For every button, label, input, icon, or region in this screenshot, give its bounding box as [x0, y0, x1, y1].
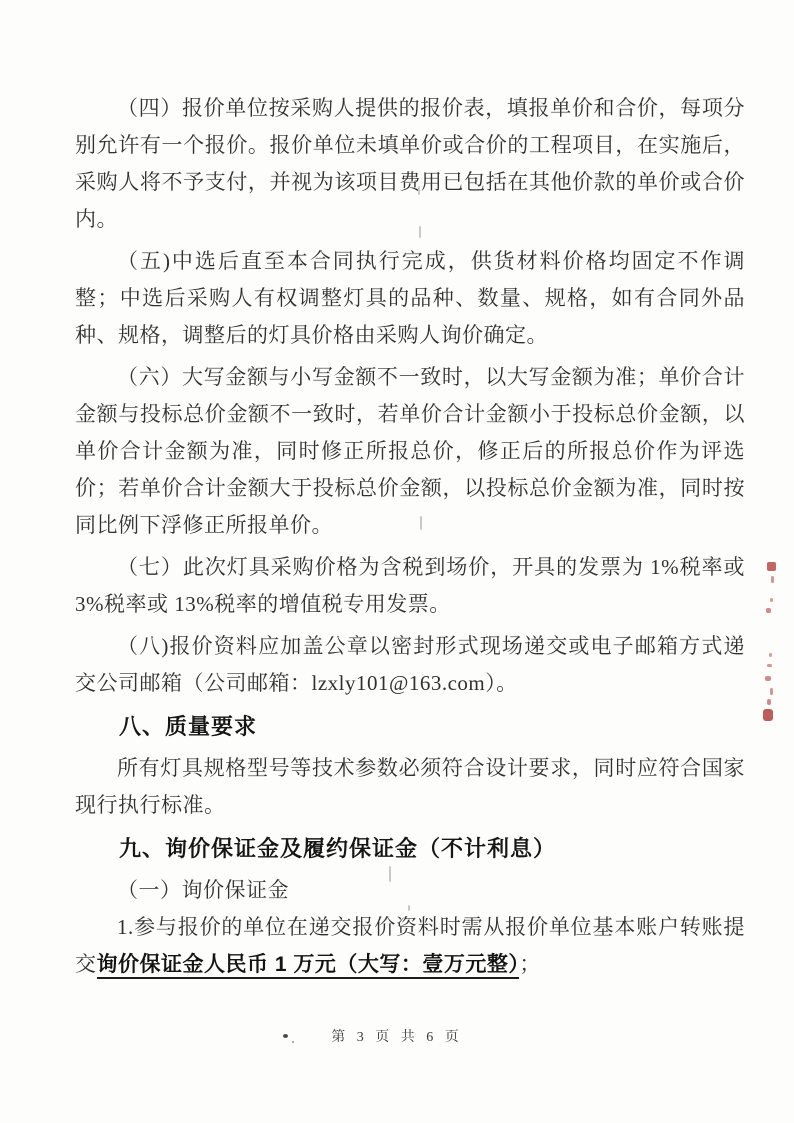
deposit-requirement-terminator: ； — [519, 952, 541, 976]
red-ink-mark — [771, 576, 774, 583]
deposit-amount-emphasis: 询价保证金人民币 1 万元（大写：壹万元整） — [97, 953, 520, 979]
section-9-heading: 九、询价保证金及履约保证金（不计利息） — [119, 836, 557, 861]
document-body — [75, 90, 745, 988]
clause-6-paragraph: （六）大写金额与小写金额不一致时，以大写金额为准；单价合计金额与投标总价金额不一致时，若单价合计金额小于投标总价金额，以单价合计金额为准，同时修正所报总价，修正后的所报总价作为评选价；若单价合计金额大于投标总价金额，以投标总价金额为准，同时按同比例下浮修正所报单价。 — [75, 365, 745, 537]
section-8-heading: 八、质量要求 — [119, 714, 258, 739]
clause-8-paragraph: （八)报价资料应加盖公章以密封形式现场递交或电子邮箱方式递交公司邮箱（公司邮箱：lzxly101@163.com）。 — [75, 634, 745, 695]
red-ink-mark — [767, 664, 772, 667]
red-ink-mark — [767, 699, 771, 705]
quality-requirement-paragraph: 所有灯具规格型号等技术参数必须符合设计要求，同时应符合国家现行执行标准。 — [75, 756, 745, 817]
scan-speck — [292, 1041, 294, 1043]
page-number-footer: 第 3 页 共 6 页 — [331, 1030, 463, 1045]
red-ink-mark — [770, 598, 773, 602]
red-ink-mark — [766, 608, 771, 613]
scan-speck — [420, 516, 422, 530]
deposit-requirement-text: 1.参与报价的单位在递交报价资料时需从报价单位基本账户转账提交 — [75, 915, 745, 976]
deposit-requirement-paragraph — [75, 909, 745, 983]
clause-7-paragraph: （七）此次灯具采购价格为含税到场价，开具的发票为 1%税率或 3%税率或 13%税率的增值税专用发票。 — [75, 555, 745, 616]
red-ink-mark — [765, 676, 771, 681]
clause-4-paragraph: （四）报价单位按采购人提供的报价表，填报单价和合价，每项分别允许有一个报价。报价单位未填单价或合价的工程项目，在实施后，采购人将不予支付，并视为该项目费用已包括在其他价款的单价或合价内。 — [75, 96, 745, 231]
scan-speck — [408, 905, 410, 911]
red-ink-mark — [767, 562, 776, 571]
red-ink-mark — [770, 688, 773, 695]
red-ink-mark — [769, 653, 772, 657]
red-ink-mark — [763, 709, 773, 721]
scan-speck — [389, 866, 391, 882]
scan-speck — [283, 1034, 288, 1038]
subsection-1-title: （一）询价保证金 — [117, 878, 289, 902]
clause-5-paragraph: （五)中选后直至本合同执行完成，供货材料价格均固定不作调整；中选后采购人有权调整灯具的品种、数量、规格，如有合同外品种、规格，调整后的灯具价格由采购人询价确定。 — [75, 249, 745, 347]
scan-speck — [419, 226, 421, 238]
scan-speck — [418, 186, 420, 195]
